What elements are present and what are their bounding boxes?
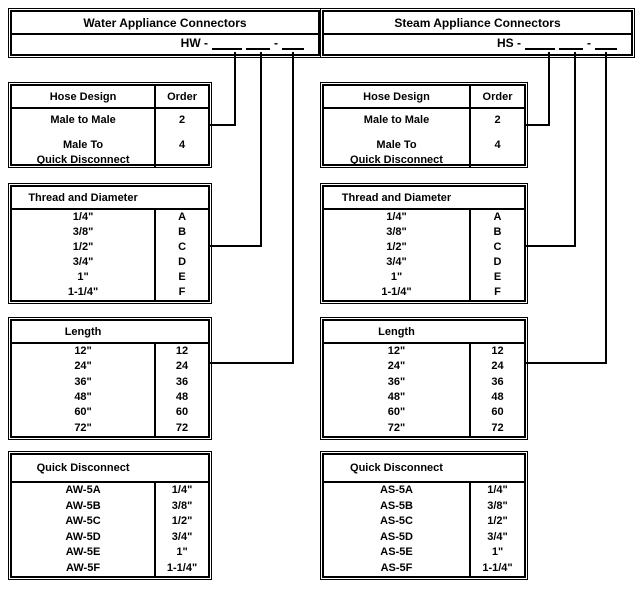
thread-diameter-table [322,185,526,302]
table-cell-label: 48" [387,391,406,404]
table-row [324,344,524,359]
table-cell-code: A [469,210,524,225]
table-row [12,109,208,131]
length-body [324,344,524,436]
code-blank-length [282,36,304,50]
table-cell-code: 72 [469,421,524,436]
table-cell-label: AS-5A [379,484,413,497]
table-cell-code: 2 [154,109,208,131]
hose-design-header: Hose Design [363,90,430,103]
table-cell-code: B [469,225,524,240]
thread-diameter-header-row [12,187,208,210]
panel-title: Steam Appliance Connectors [324,12,631,35]
table-row [12,545,208,561]
table-cell-code: 1/2" [469,514,524,530]
table-row [324,483,524,499]
water-header-box [10,10,320,56]
thread-diameter-header: Thread and Diameter [341,191,452,204]
table-cell-label: 72" [387,421,406,434]
quick-disconnect-header-row [324,455,524,483]
table-cell-label: 1/4" [72,211,94,223]
table-cell-code: 12 [469,344,524,359]
length-header-row [324,321,524,344]
connector-thread-horizontal [210,245,262,247]
table-cell-label: AW-5F [66,561,101,574]
table-cell-code: 3/4" [154,530,208,546]
table-cell-code: 24 [154,359,208,374]
table-cell-label: Male To Quick Disconnect [36,139,130,166]
table-row [324,561,524,577]
hose-design-header: Hose Design [49,90,117,103]
quick-disconnect-body [12,483,208,576]
table-cell-label: 3/4" [72,256,94,268]
order-column-header: Order [469,86,524,107]
table-cell-label: 12" [387,345,406,358]
table-cell-code: F [154,285,208,300]
order-code-line [324,35,631,54]
order-column-header: Order [154,86,208,107]
thread-diameter-header-row [324,187,524,210]
panel-steam [322,0,633,589]
table-row [324,390,524,405]
table-cell-label: 1" [77,271,89,283]
table-cell-code: 2 [469,109,524,131]
table-cell-code: 36 [154,375,208,390]
table-cell-label: 3/8" [386,226,407,238]
code-blank-thread [559,36,583,50]
table-cell-label: 36" [74,375,92,388]
length-table [322,319,526,438]
order-code-line [12,35,318,54]
table-cell-label: AS-5F [380,561,413,574]
hose-design-header-row [324,86,524,109]
code-prefix: HS - [497,36,521,50]
connector-length-horizontal [526,362,607,364]
length-header: Length [378,325,415,338]
steam-header-box [322,10,633,56]
connector-thread-horizontal [526,245,576,247]
thread-diameter-body [324,210,524,300]
code-blank-design [212,36,242,50]
table-cell-code: 48 [154,390,208,405]
hose-design-body [324,109,524,168]
length-table [10,319,210,438]
code-blank-design [525,36,555,50]
table-row [324,405,524,420]
code-separator: - [274,36,278,50]
table-row [12,240,208,255]
table-cell-code: C [469,240,524,255]
table-cell-label: AW-5C [65,515,101,528]
table-cell-code: 4 [154,131,208,168]
quick-disconnect-header-row [12,455,208,483]
connector-length-horizontal [210,362,294,364]
table-row [324,514,524,530]
table-cell-code: 1" [154,545,208,561]
table-cell-code: F [469,285,524,300]
table-cell-label: AS-5B [379,499,413,512]
panel-water [10,0,322,589]
quick-disconnect-table [322,453,526,578]
table-row [12,530,208,546]
table-cell-code: 1-1/4" [469,561,524,577]
table-row [12,210,208,225]
connector-thread-vertical [574,52,576,247]
table-row [324,109,524,131]
table-cell-label: 48" [74,391,92,404]
table-cell-code: 4 [469,131,524,168]
thread-diameter-body [12,210,208,300]
table-cell-code: 1/2" [154,514,208,530]
connector-hose-design-vertical [548,52,550,126]
table-row [12,421,208,436]
hose-design-table [10,84,210,166]
table-row [12,270,208,285]
table-row [12,405,208,420]
table-row [324,270,524,285]
table-cell-code: 3/4" [469,530,524,546]
table-row [324,285,524,300]
table-cell-label: AW-5E [65,546,101,559]
table-cell-code: 12 [154,344,208,359]
table-row [12,514,208,530]
table-row [324,225,524,240]
table-cell-label: 72" [74,421,92,434]
table-row [12,359,208,374]
table-cell-code: B [154,225,208,240]
connector-length-vertical [292,52,294,364]
connector-thread-vertical [260,52,262,247]
table-cell-code: 60 [154,405,208,420]
quick-disconnect-body [324,483,524,576]
table-cell-code: 72 [154,421,208,436]
table-row [12,225,208,240]
table-cell-label: 36" [387,375,406,388]
quick-disconnect-table [10,453,210,578]
table-cell-code: 3/8" [154,499,208,515]
table-cell-label: AW-5D [65,530,101,543]
connector-hose-design-horizontal [210,124,236,126]
table-cell-code: 1/4" [469,483,524,499]
table-cell-label: AS-5D [379,530,413,543]
table-cell-label: 1-1/4" [67,286,99,298]
table-row [12,255,208,270]
table-cell-label: AS-5C [379,515,413,528]
table-cell-label: AW-5B [65,499,101,512]
table-cell-code: 60 [469,405,524,420]
table-cell-label: 1/2" [72,241,94,253]
table-row [12,375,208,390]
table-row [324,530,524,546]
table-row [324,499,524,515]
table-cell-label: 1/2" [386,241,407,253]
table-cell-code: 24 [469,359,524,374]
table-row [324,545,524,561]
table-row [12,131,208,168]
table-row [12,285,208,300]
table-row [324,359,524,374]
hose-design-body [12,109,208,168]
hose-design-table [322,84,526,166]
table-cell-code: D [469,255,524,270]
code-blank-thread [246,36,270,50]
table-row [324,255,524,270]
table-cell-code: 1" [469,545,524,561]
code-blank-length [595,36,617,50]
code-separator: - [587,36,591,50]
connector-length-vertical [605,52,607,364]
table-cell-label: 12" [74,345,92,358]
length-header: Length [64,325,102,338]
table-row [324,421,524,436]
table-row [324,375,524,390]
table-cell-code: C [154,240,208,255]
connector-hose-design-vertical [234,52,236,126]
table-cell-label: 1-1/4" [381,286,412,298]
table-row [324,210,524,225]
code-prefix: HW - [180,36,208,50]
table-cell-label: 60" [74,406,92,419]
hose-design-header-row [12,86,208,109]
table-cell-label: Male To Quick Disconnect [350,139,443,166]
table-cell-code: 1/4" [154,483,208,499]
thread-diameter-header: Thread and Diameter [28,191,138,204]
table-cell-label: 24" [387,360,406,373]
table-cell-code: E [469,270,524,285]
table-cell-label: 3/4" [386,256,407,268]
table-cell-code: 48 [469,390,524,405]
table-cell-label: Male to Male [50,113,116,126]
table-cell-label: 3/8" [72,226,94,238]
thread-diameter-table [10,185,210,302]
panel-title: Water Appliance Connectors [12,12,318,35]
table-cell-code: 1-1/4" [154,561,208,577]
table-cell-code: 36 [469,375,524,390]
table-row [12,344,208,359]
table-row [324,131,524,168]
table-cell-code: E [154,270,208,285]
length-header-row [12,321,208,344]
table-row [12,561,208,577]
table-cell-label: 24" [74,360,92,373]
table-cell-code: A [154,210,208,225]
table-cell-label: AW-5A [65,484,101,497]
table-row [12,499,208,515]
table-cell-label: 1" [390,271,403,283]
connector-hose-design-horizontal [526,124,550,126]
table-cell-label: 1/4" [386,211,407,223]
table-cell-label: 60" [387,406,406,419]
length-body [12,344,208,436]
table-cell-code: 3/8" [469,499,524,515]
quick-disconnect-header: Quick Disconnect [350,462,443,474]
table-cell-label: Male to Male [363,113,430,126]
table-row [324,240,524,255]
table-cell-code: D [154,255,208,270]
table-row [12,483,208,499]
quick-disconnect-header: Quick Disconnect [36,462,130,474]
table-row [12,390,208,405]
table-cell-label: AS-5E [380,546,413,559]
